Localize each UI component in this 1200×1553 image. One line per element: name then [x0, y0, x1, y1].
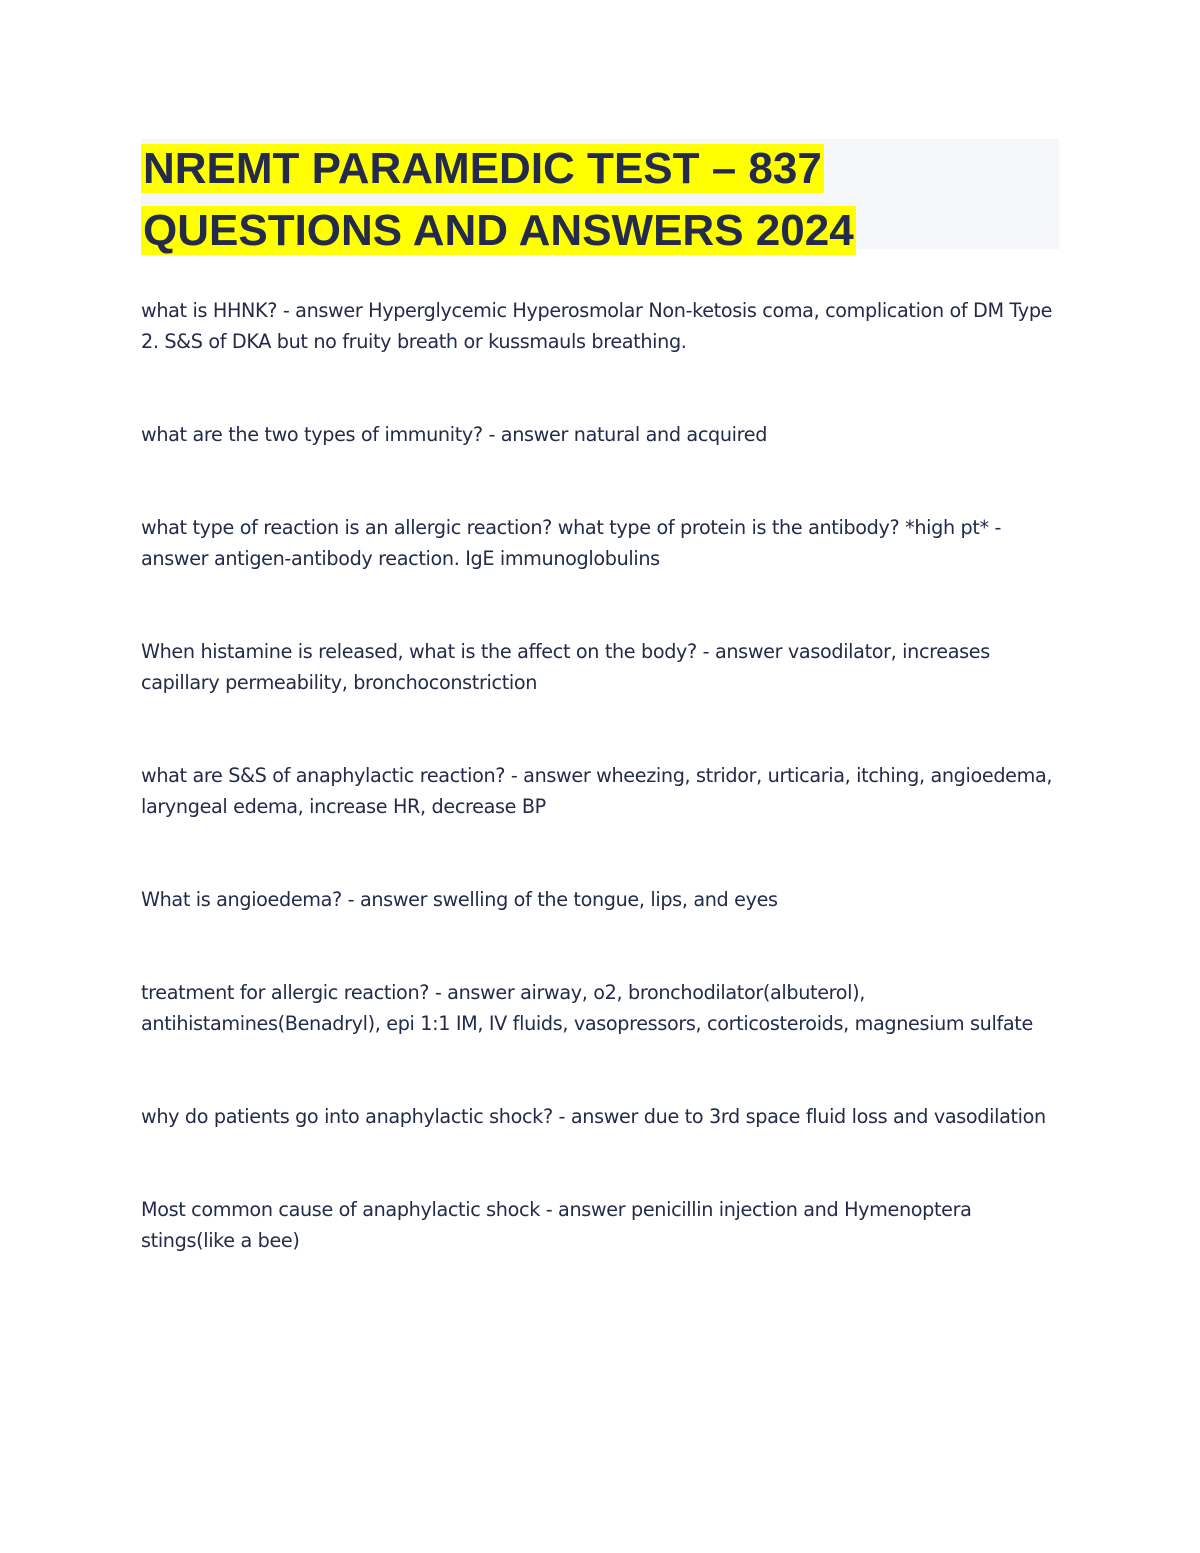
- qa-item-3: what type of reaction is an allergic reaction? what type of protein is the antibody? *high pt* - answer antigen-antibody reaction. IgE immunoglobulins: [141, 516, 1002, 570]
- qa-item-4: When histamine is released, what is the affect on the body? - answer vasodilator, increases capillary permeability, bronchoconstriction: [141, 640, 990, 694]
- title-block: [141, 139, 1059, 255]
- document-title: [141, 139, 1059, 267]
- qa-item-6: What is angioedema? - answer swelling of the tongue, lips, and eyes: [141, 888, 778, 911]
- qa-item-7: treatment for allergic reaction? - answer airway, o2, bronchodilator(albuterol), antihistamines(Benadryl), epi 1:1 IM, IV fluids, vasopressors, corticosteroids, magnesium sulfate: [141, 981, 1033, 1035]
- qa-list: [141, 295, 1061, 1318]
- qa-item-5: what are S&S of anaphylactic reaction? - answer wheezing, stridor, urticaria, itching, angioedema, laryngeal edema, increase HR, decrease BP: [141, 764, 1053, 818]
- qa-item-9: Most common cause of anaphylactic shock - answer penicillin injection and Hymenoptera stings(like a bee): [141, 1198, 972, 1252]
- qa-item-2: what are the two types of immunity? - answer natural and acquired: [141, 423, 768, 446]
- qa-item-1: what is HHNK? - answer Hyperglycemic Hyperosmolar Non-ketosis coma, complication of DM Type 2. S&S of DKA but no fruity breath or kussmauls breathing.: [141, 299, 1053, 353]
- title-line-1: NREMT PARAMEDIC TEST – 837: [143, 144, 822, 193]
- qa-item-8: why do patients go into anaphylactic shock? - answer due to 3rd space fluid loss and vasodilation: [141, 1105, 1046, 1128]
- title-line-2: QUESTIONS AND ANSWERS 2024: [143, 206, 854, 255]
